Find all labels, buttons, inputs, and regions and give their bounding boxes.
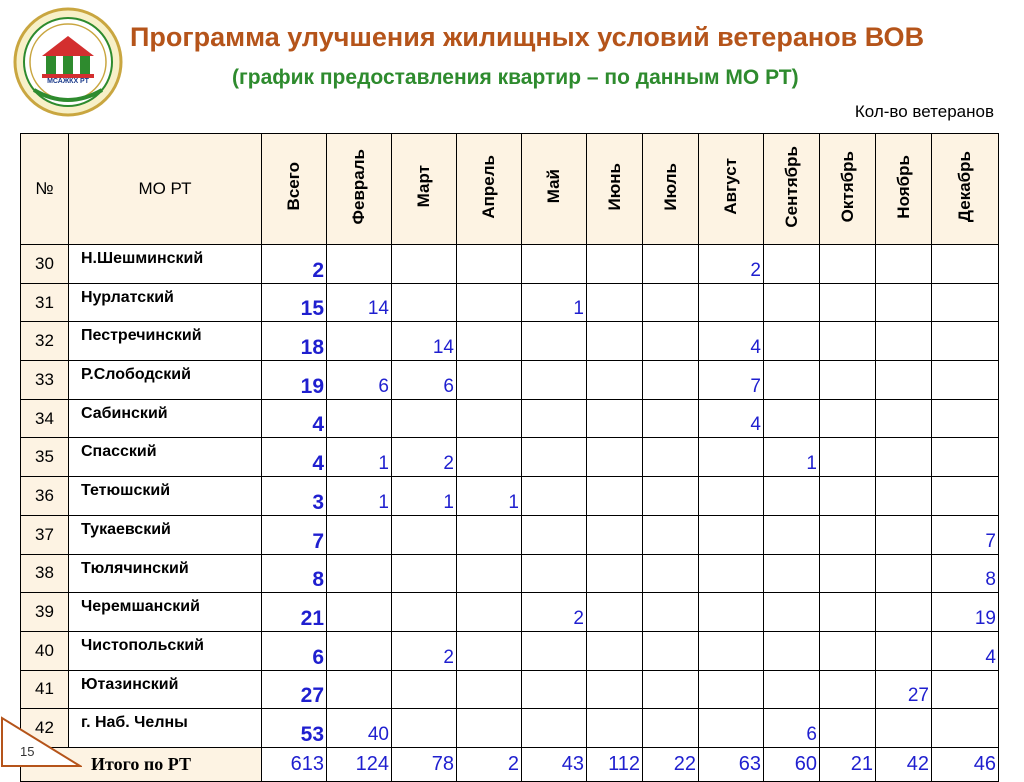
row-number: 35: [21, 438, 69, 477]
veterans-housing-table: [20, 133, 999, 782]
row-month-value: [457, 709, 522, 748]
row-month-value: 1: [764, 438, 820, 477]
row-month-value: [522, 670, 587, 709]
row-mo-name: Ютазинский: [69, 670, 262, 709]
row-month-value: [932, 670, 999, 709]
row-month-value: [392, 515, 457, 554]
summary-month-value: 112: [587, 747, 643, 781]
row-month-value: [932, 438, 999, 477]
row-month-value: [764, 477, 820, 516]
row-total: 18: [262, 322, 327, 361]
row-mo-name: г. Наб. Челны: [69, 709, 262, 748]
row-month-value: 1: [522, 283, 587, 322]
col-header-month: Сентябрь: [764, 134, 820, 245]
row-month-value: [932, 322, 999, 361]
row-month-value: [699, 515, 764, 554]
row-month-value: [587, 670, 643, 709]
row-number: 32: [21, 322, 69, 361]
row-month-value: [327, 322, 392, 361]
col-header-month: Ноябрь: [876, 134, 932, 245]
ministry-logo-icon: [12, 6, 124, 118]
row-month-value: [764, 361, 820, 400]
row-month-value: 6: [392, 361, 457, 400]
row-month-value: 6: [327, 361, 392, 400]
row-month-value: [327, 554, 392, 593]
row-month-value: 14: [392, 322, 457, 361]
row-month-value: 1: [392, 477, 457, 516]
summary-month-value: 21: [820, 747, 876, 781]
row-month-value: [764, 554, 820, 593]
row-month-value: [587, 554, 643, 593]
row-total: 7: [262, 515, 327, 554]
row-month-value: 1: [327, 477, 392, 516]
row-month-value: [522, 631, 587, 670]
row-number: 34: [21, 399, 69, 438]
row-month-value: [392, 670, 457, 709]
row-number: 33: [21, 361, 69, 400]
row-month-value: [457, 670, 522, 709]
row-month-value: [327, 631, 392, 670]
col-header-month: Март: [392, 134, 457, 245]
row-month-value: [932, 709, 999, 748]
row-month-value: [932, 361, 999, 400]
row-month-value: [587, 283, 643, 322]
row-month-value: [587, 593, 643, 632]
row-mo-name: Сабинский: [69, 399, 262, 438]
row-month-value: [699, 554, 764, 593]
row-month-value: [643, 361, 699, 400]
col-header-total: Всего: [262, 134, 327, 245]
summary-month-value: 42: [876, 747, 932, 781]
row-month-value: [392, 399, 457, 438]
row-month-value: [587, 709, 643, 748]
summary-month-value: 2: [457, 747, 522, 781]
row-month-value: [876, 245, 932, 284]
table-row: [21, 399, 999, 438]
table-row: [21, 670, 999, 709]
row-month-value: [587, 399, 643, 438]
row-month-value: [699, 283, 764, 322]
col-header-mo: МО РТ: [69, 134, 262, 245]
row-month-value: [392, 245, 457, 284]
table-row: [21, 245, 999, 284]
col-header-month: Декабрь: [932, 134, 999, 245]
row-month-value: 1: [327, 438, 392, 477]
row-month-value: [699, 477, 764, 516]
row-month-value: [457, 554, 522, 593]
row-month-value: 7: [699, 361, 764, 400]
row-month-value: [820, 515, 876, 554]
row-month-value: [643, 554, 699, 593]
row-month-value: [392, 283, 457, 322]
page-subtitle: (график предоставления квартир – по данным МО РТ): [232, 66, 799, 89]
row-month-value: [457, 322, 522, 361]
col-header-month: Апрель: [457, 134, 522, 245]
row-month-value: 4: [699, 322, 764, 361]
row-total: 6: [262, 631, 327, 670]
row-month-value: 4: [699, 399, 764, 438]
row-month-value: [643, 670, 699, 709]
summary-month-value: 78: [392, 747, 457, 781]
row-month-value: [643, 399, 699, 438]
row-month-value: 6: [764, 709, 820, 748]
row-month-value: [643, 322, 699, 361]
row-month-value: 40: [327, 709, 392, 748]
row-total: 15: [262, 283, 327, 322]
row-month-value: [457, 631, 522, 670]
row-total: 3: [262, 477, 327, 516]
row-month-value: [522, 438, 587, 477]
row-month-value: [522, 477, 587, 516]
table-row: [21, 515, 999, 554]
row-month-value: [876, 593, 932, 632]
row-month-value: [457, 283, 522, 322]
table-row: [21, 361, 999, 400]
row-month-value: [457, 438, 522, 477]
row-month-value: [643, 515, 699, 554]
row-month-value: [876, 399, 932, 438]
row-month-value: [643, 438, 699, 477]
summary-row: [21, 747, 999, 781]
row-month-value: 2: [699, 245, 764, 284]
col-header-month: Май: [522, 134, 587, 245]
row-month-value: [457, 515, 522, 554]
row-month-value: [457, 399, 522, 438]
row-month-value: 2: [522, 593, 587, 632]
row-month-value: [876, 631, 932, 670]
row-month-value: [699, 631, 764, 670]
row-month-value: [522, 361, 587, 400]
table-row: [21, 477, 999, 516]
row-month-value: [820, 709, 876, 748]
row-number: 30: [21, 245, 69, 284]
row-month-value: [876, 361, 932, 400]
row-mo-name: Нурлатский: [69, 283, 262, 322]
row-month-value: [876, 515, 932, 554]
row-number: 31: [21, 283, 69, 322]
row-month-value: [764, 399, 820, 438]
col-header-month: Февраль: [327, 134, 392, 245]
row-number: 37: [21, 515, 69, 554]
row-mo-name: Черемшанский: [69, 593, 262, 632]
row-month-value: [820, 283, 876, 322]
row-month-value: [820, 245, 876, 284]
table-row: [21, 322, 999, 361]
units-label: Кол-во ветеранов: [854, 102, 994, 121]
row-month-value: [764, 631, 820, 670]
row-month-value: [327, 245, 392, 284]
row-month-value: [457, 361, 522, 400]
row-month-value: [699, 670, 764, 709]
row-month-value: [587, 361, 643, 400]
row-month-value: [587, 477, 643, 516]
table-row: [21, 631, 999, 670]
row-mo-name: Р.Слободский: [69, 361, 262, 400]
row-month-value: [932, 399, 999, 438]
row-month-value: [643, 477, 699, 516]
row-month-value: [392, 554, 457, 593]
row-month-value: 14: [327, 283, 392, 322]
table-row: [21, 709, 999, 748]
row-month-value: [587, 245, 643, 284]
row-month-value: [820, 670, 876, 709]
row-month-value: [643, 593, 699, 632]
row-month-value: 2: [392, 438, 457, 477]
row-month-value: [820, 477, 876, 516]
row-month-value: [457, 593, 522, 632]
col-header-month: Август: [699, 134, 764, 245]
page-corner-triangle-icon: [0, 716, 82, 768]
row-month-value: [820, 554, 876, 593]
row-month-value: [820, 361, 876, 400]
row-month-value: [327, 593, 392, 632]
row-mo-name: Спасский: [69, 438, 262, 477]
row-month-value: [764, 593, 820, 632]
summary-month-value: 60: [764, 747, 820, 781]
row-month-value: [392, 709, 457, 748]
summary-month-value: 22: [643, 747, 699, 781]
row-month-value: [392, 593, 457, 632]
table-header-row: [21, 134, 999, 245]
row-total: 53: [262, 709, 327, 748]
row-month-value: [522, 554, 587, 593]
row-month-value: [643, 245, 699, 284]
table-row: [21, 593, 999, 632]
row-total: 21: [262, 593, 327, 632]
summary-month-value: 43: [522, 747, 587, 781]
row-mo-name: Чистопольский: [69, 631, 262, 670]
row-month-value: [643, 709, 699, 748]
row-month-value: [587, 631, 643, 670]
row-month-value: [876, 477, 932, 516]
logo-text: МСАЖКХ РТ: [47, 78, 89, 85]
col-header-num: №: [21, 134, 69, 245]
row-month-value: 19: [932, 593, 999, 632]
row-month-value: [820, 438, 876, 477]
row-number: 38: [21, 554, 69, 593]
col-header-month: Июнь: [587, 134, 643, 245]
row-mo-name: Пестречинский: [69, 322, 262, 361]
row-month-value: [457, 245, 522, 284]
table-row: [21, 554, 999, 593]
row-month-value: [932, 245, 999, 284]
page-number: 15: [20, 744, 35, 759]
row-month-value: [522, 515, 587, 554]
row-month-value: 8: [932, 554, 999, 593]
row-month-value: [522, 709, 587, 748]
row-month-value: [327, 670, 392, 709]
row-mo-name: Н.Шешминский: [69, 245, 262, 284]
row-number: 39: [21, 593, 69, 632]
summary-month-value: 124: [327, 747, 392, 781]
row-total: 27: [262, 670, 327, 709]
row-month-value: [820, 593, 876, 632]
row-total: 4: [262, 438, 327, 477]
row-mo-name: Тетюшский: [69, 477, 262, 516]
row-month-value: [643, 631, 699, 670]
row-month-value: [699, 438, 764, 477]
row-month-value: [820, 399, 876, 438]
row-month-value: [820, 322, 876, 361]
row-month-value: [820, 631, 876, 670]
row-mo-name: Тукаевский: [69, 515, 262, 554]
row-month-value: [764, 322, 820, 361]
summary-label: Итого по РТ: [21, 747, 262, 781]
row-month-value: [522, 245, 587, 284]
row-month-value: 27: [876, 670, 932, 709]
row-month-value: [764, 670, 820, 709]
row-month-value: 2: [392, 631, 457, 670]
row-month-value: [327, 515, 392, 554]
row-month-value: [932, 477, 999, 516]
row-number: 36: [21, 477, 69, 516]
row-month-value: [327, 399, 392, 438]
row-month-value: [587, 438, 643, 477]
summary-month-value: 46: [932, 747, 999, 781]
row-month-value: 1: [457, 477, 522, 516]
row-total: 4: [262, 399, 327, 438]
row-month-value: [876, 709, 932, 748]
col-header-month: Октябрь: [820, 134, 876, 245]
table-row: [21, 438, 999, 477]
table-row: [21, 283, 999, 322]
page-title: Программа улучшения жилищных условий ветеранов ВОВ: [130, 22, 925, 52]
row-month-value: 7: [932, 515, 999, 554]
row-month-value: [522, 399, 587, 438]
row-month-value: [699, 709, 764, 748]
row-number: 41: [21, 670, 69, 709]
row-month-value: [522, 322, 587, 361]
row-month-value: [876, 554, 932, 593]
row-month-value: [876, 322, 932, 361]
row-total: 2: [262, 245, 327, 284]
row-month-value: [587, 322, 643, 361]
row-month-value: [764, 283, 820, 322]
row-month-value: 4: [932, 631, 999, 670]
row-month-value: [699, 593, 764, 632]
row-mo-name: Тюлячинский: [69, 554, 262, 593]
summary-total: 613: [262, 747, 327, 781]
row-month-value: [587, 515, 643, 554]
row-total: 19: [262, 361, 327, 400]
row-month-value: [764, 515, 820, 554]
row-number: 40: [21, 631, 69, 670]
row-month-value: [876, 438, 932, 477]
summary-month-value: 63: [699, 747, 764, 781]
row-month-value: [764, 245, 820, 284]
row-number: 42: [21, 709, 69, 748]
row-month-value: [876, 283, 932, 322]
row-month-value: [932, 283, 999, 322]
row-month-value: [643, 283, 699, 322]
col-header-month: Июль: [643, 134, 699, 245]
row-total: 8: [262, 554, 327, 593]
